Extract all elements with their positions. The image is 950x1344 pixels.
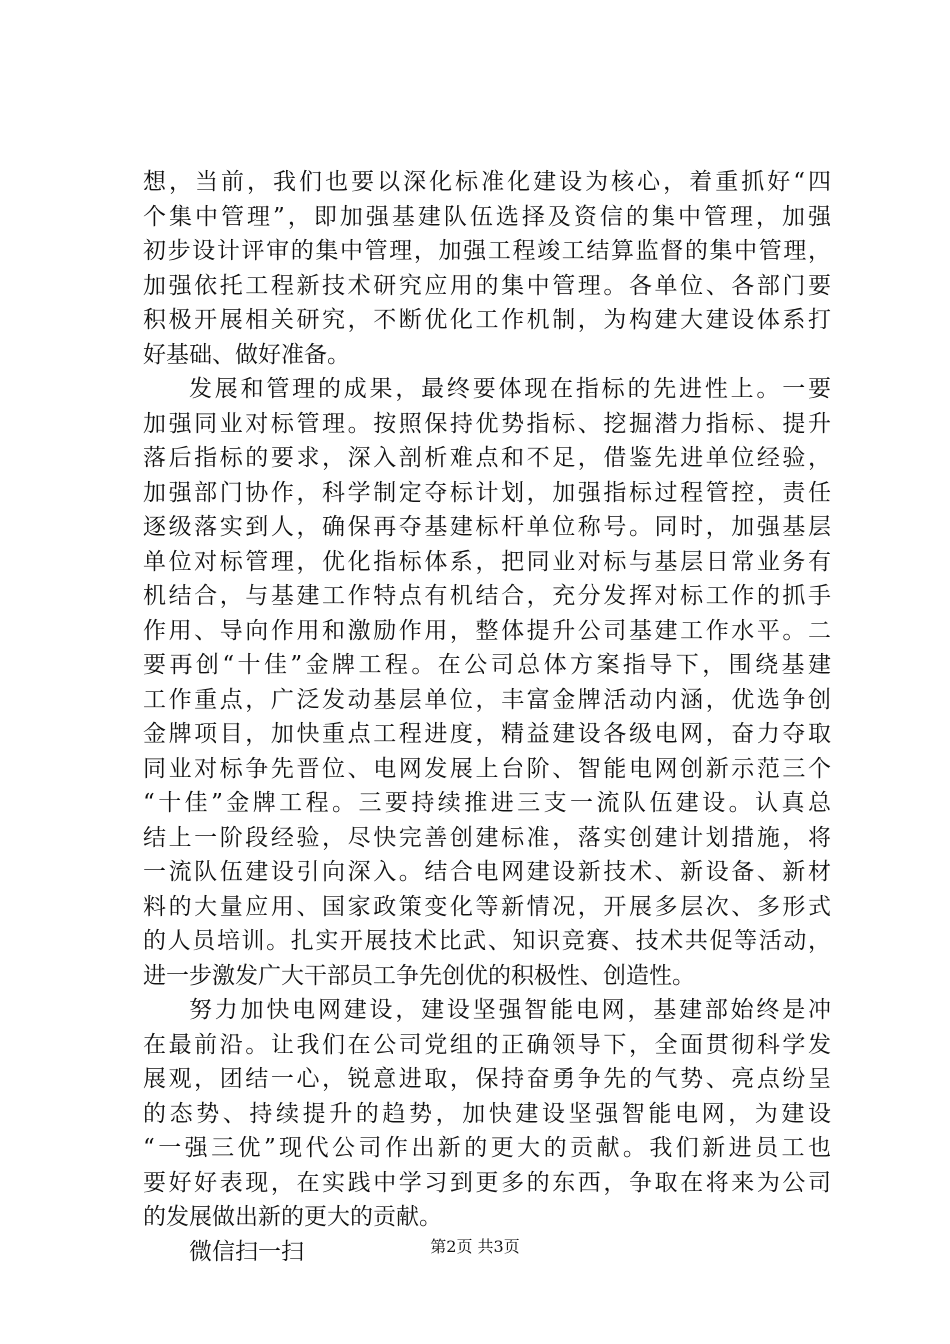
document-body: [143, 165, 831, 1269]
paragraph-line: 初步设计评审的集中管理，加强工程竣工结算监督的集中管理，: [143, 238, 831, 264]
paragraph-line: 在最前沿。让我们在公司党组的正确领导下，全面贯彻科学发: [143, 1031, 831, 1058]
paragraph-line: 一流队伍建设引向深入。结合电网建设新技术、新设备、新材: [143, 859, 831, 885]
paragraph-line: 要再创“十佳”金牌工程。在公司总体方案指导下，围绕基建: [143, 652, 831, 678]
paragraph-line: 的态势、持续提升的趋势，加快建设坚强智能电网，为建设: [143, 1100, 831, 1127]
paragraph-line: 好基础、做好准备。: [143, 341, 350, 368]
paragraph: [143, 993, 831, 1235]
paragraph-line: 进一步激发广大干部员工争先创优的积极性、创造性。: [143, 962, 695, 989]
paragraph-line: 发展和管理的成果，最终要体现在指标的先进性上。一要: [189, 376, 831, 402]
paragraph-line: 的人员培训。扎实开展技术比武、知识竞赛、技术共促等活动，: [143, 928, 831, 954]
paragraph-line: 单位对标管理，优化指标体系，把同业对标与基层日常业务有: [143, 548, 831, 575]
page-footer: 第2页 共3页: [430, 1237, 520, 1256]
paragraph: [143, 165, 831, 372]
paragraph: [143, 372, 831, 993]
paragraph-line: 落后指标的要求，深入剖析难点和不足，借鉴先进单位经验，: [143, 445, 831, 471]
paragraph-line: 展观，团结一心，锐意进取，保持奋勇争先的气势、亮点纷呈: [143, 1066, 831, 1092]
paragraph-line: 加强依托工程新技术研究应用的集中管理。各单位、各部门要: [143, 272, 831, 299]
paragraph-line: 积极开展相关研究，不断优化工作机制，为构建大建设体系打: [143, 307, 831, 333]
paragraph-line: 加强部门协作，科学制定夺标计划，加强指标过程管控，责任: [143, 479, 831, 506]
paragraph-line: “十佳”金牌工程。三要持续推进三支一流队伍建设。认真总: [143, 790, 831, 816]
paragraph-line: 个集中管理”，即加强基建队伍选择及资信的集中管理，加强: [143, 203, 831, 230]
paragraph-line: 要好好表现，在实践中学习到更多的东西，争取在将来为公司: [143, 1169, 831, 1196]
paragraph-line: 微信扫一扫: [189, 1238, 304, 1265]
paragraph-line: 金牌项目，加快重点工程进度，精益建设各级电网，奋力夺取: [143, 721, 831, 747]
paragraph-line: 机结合，与基建工作特点有机结合，充分发挥对标工作的抓手: [143, 583, 831, 609]
paragraph-line: 的发展做出新的更大的贡献。: [143, 1204, 442, 1230]
paragraph-line: 料的大量应用、国家政策变化等新情况，开展多层次、多形式: [143, 893, 831, 920]
paragraph-line: 结上一阶段经验，尽快完善创建标准，落实创建计划措施，将: [143, 824, 831, 851]
paragraph-line: 工作重点，广泛发动基层单位，丰富金牌活动内涵，优选争创: [143, 686, 831, 713]
paragraph-line: 同业对标争先晋位、电网发展上台阶、智能电网创新示范三个: [143, 755, 831, 782]
paragraph-line: 加强同业对标管理。按照保持优势指标、挖掘潜力指标、提升: [143, 410, 831, 437]
paragraph-line: 想，当前，我们也要以深化标准化建设为核心，着重抓好“四: [143, 169, 831, 195]
paragraph-line: 逐级落实到人，确保再夺基建标杆单位称号。同时，加强基层: [143, 514, 831, 540]
paragraph-line: 作用、导向作用和激励作用，整体提升公司基建工作水平。二: [143, 617, 831, 644]
paragraph-line: “一强三优”现代公司作出新的更大的贡献。我们新进员工也: [143, 1135, 831, 1161]
paragraph-line: 努力加快电网建设，建设坚强智能电网，基建部始终是冲: [189, 997, 831, 1023]
